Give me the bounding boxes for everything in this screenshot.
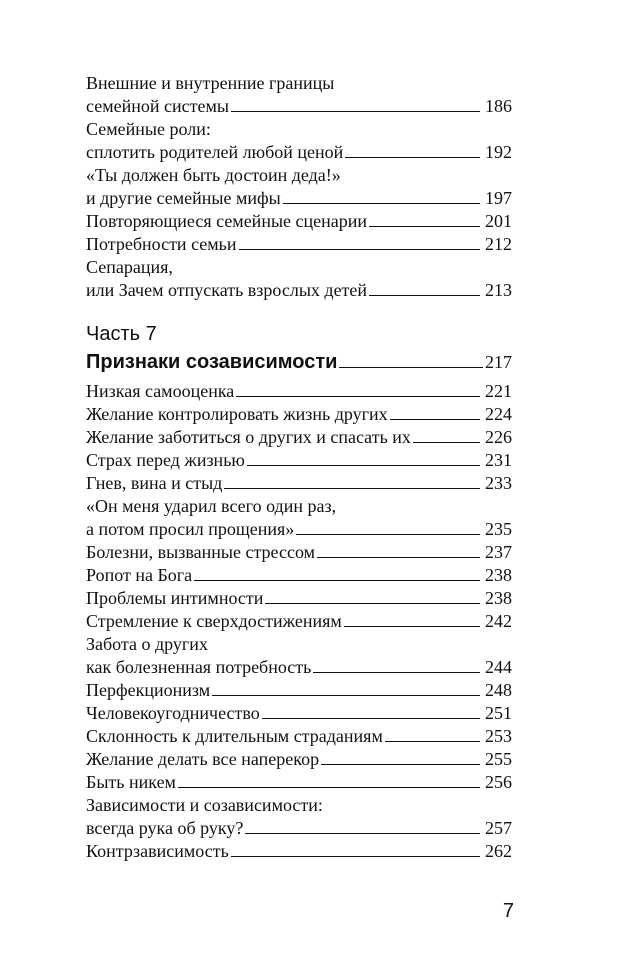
toc-entry-text: Забота о других	[86, 634, 208, 654]
toc-entry-line	[86, 587, 512, 610]
toc-entry-line	[86, 794, 512, 817]
leader-line	[247, 449, 480, 466]
toc-entry-page: 244	[485, 657, 512, 677]
leader-line	[413, 426, 480, 443]
toc-entry-text: Зависимости и созависимости:	[86, 795, 323, 815]
leader-line	[390, 403, 480, 420]
toc-entry-page: 192	[485, 142, 512, 162]
toc-entry[interactable]	[86, 794, 512, 840]
toc-entry[interactable]	[86, 748, 512, 771]
toc-entry-line	[86, 380, 512, 403]
toc-entry-page: 186	[485, 96, 512, 116]
toc-entry-page: 251	[485, 703, 512, 723]
leader-line	[317, 541, 480, 558]
toc-entry-page: 238	[485, 565, 512, 585]
leader-line	[265, 587, 480, 604]
toc-entry-line	[86, 679, 512, 702]
toc-entry-page: 253	[485, 726, 512, 746]
toc-entry-text: Ропот на Бога	[86, 565, 193, 585]
leader-line	[283, 187, 480, 204]
leader-line	[321, 748, 480, 765]
toc-entry-text: «Он меня ударил всего один раз,	[86, 496, 337, 516]
toc-entry-line	[86, 449, 512, 472]
leader-line	[239, 233, 481, 250]
part-title-row[interactable]	[86, 348, 512, 376]
toc-entry-line	[86, 164, 512, 187]
toc-entry-page: 257	[485, 818, 512, 838]
toc-entry-line	[86, 95, 512, 118]
toc-entry-page: 221	[485, 381, 512, 401]
toc-entry-line	[86, 817, 512, 840]
toc-entry-line	[86, 279, 512, 302]
toc-entry-text: а потом просил прощения»	[86, 519, 295, 539]
toc-entry-page: 242	[485, 611, 512, 631]
toc-entry-text: или Зачем отпускать взрослых детей	[86, 280, 368, 300]
toc-entry[interactable]	[86, 472, 512, 495]
toc-entry-text: и другие семейные мифы	[86, 188, 281, 208]
leader-line	[262, 702, 480, 719]
toc-entry-text: Стремление к сверхдостижениям	[86, 611, 342, 631]
page-number: 7	[502, 900, 514, 922]
toc-entry-page: 256	[485, 772, 512, 792]
toc-entry-line	[86, 564, 512, 587]
toc-entry-line	[86, 233, 512, 256]
toc-entry-line	[86, 610, 512, 633]
toc-entry[interactable]	[86, 771, 512, 794]
leader-line	[178, 771, 480, 788]
toc-entry[interactable]	[86, 679, 512, 702]
toc-entry-page: 237	[485, 542, 512, 562]
toc-entry-text: Гнев, вина и стыд	[86, 473, 223, 493]
leader-line	[339, 349, 483, 368]
toc-entry-line	[86, 702, 512, 725]
toc-entry-text: как болезненная потребность	[86, 657, 312, 677]
table-of-contents	[86, 72, 512, 863]
toc-entry[interactable]	[86, 118, 512, 164]
leader-line	[236, 380, 480, 397]
toc-entry[interactable]	[86, 210, 512, 233]
part-title: Признаки созависимости	[86, 351, 338, 373]
toc-entry-page: 197	[485, 188, 512, 208]
toc-entry[interactable]	[86, 541, 512, 564]
leader-line	[231, 95, 480, 112]
toc-entry-line	[86, 633, 512, 656]
toc-entry[interactable]	[86, 495, 512, 541]
toc-entry-line	[86, 495, 512, 518]
toc-entry-page: 233	[485, 473, 512, 493]
toc-entry-text: Желание заботиться о других и спасать их	[86, 427, 411, 447]
toc-entry-line	[86, 656, 512, 679]
toc-entry[interactable]	[86, 426, 512, 449]
toc-entry-page: 213	[485, 280, 512, 300]
toc-entry[interactable]	[86, 449, 512, 472]
toc-entry-text: семейной системы	[86, 96, 229, 116]
toc-entry-page: 231	[485, 450, 512, 470]
toc-entry-text: Болезни, вызванные стрессом	[86, 542, 316, 562]
leader-line	[313, 656, 480, 673]
toc-entry-page: 255	[485, 749, 512, 769]
toc-entry[interactable]	[86, 702, 512, 725]
leader-line	[344, 610, 480, 627]
toc-entry-text: Желание контролировать жизнь других	[86, 404, 388, 424]
toc-entry-line	[86, 748, 512, 771]
leader-line	[296, 518, 480, 535]
toc-entry-line	[86, 72, 512, 95]
toc-entry-line	[86, 256, 512, 279]
toc-entry[interactable]	[86, 610, 512, 633]
toc-entry-text: Повторяющиеся семейные сценарии	[86, 211, 368, 231]
part-page: 217	[485, 352, 512, 372]
toc-entry-line	[86, 771, 512, 794]
toc-entry-page: 248	[485, 680, 512, 700]
toc-entry-page: 262	[485, 841, 512, 861]
toc-entry[interactable]	[86, 72, 512, 118]
toc-entry-text: «Ты должен быть достоин деда!»	[86, 165, 341, 185]
toc-entry-text: Контрзависимость	[86, 841, 229, 861]
toc-entry-text: Проблемы интимности	[86, 588, 264, 608]
leader-line	[212, 679, 480, 696]
toc-section-before	[86, 72, 512, 302]
toc-entry-page: 224	[485, 404, 512, 424]
toc-entry[interactable]	[86, 587, 512, 610]
leader-line	[385, 725, 480, 742]
toc-entry-page: 235	[485, 519, 512, 539]
toc-entry-page: 226	[485, 427, 512, 447]
toc-entry-line	[86, 472, 512, 495]
toc-entry-line	[86, 426, 512, 449]
leader-line	[369, 210, 480, 227]
toc-entry-page: 201	[485, 211, 512, 231]
toc-entry-line	[86, 187, 512, 210]
leader-line	[245, 817, 480, 834]
toc-entry-text: всегда рука об руку?	[86, 818, 244, 838]
leader-line	[194, 564, 480, 581]
toc-entry-page: 238	[485, 588, 512, 608]
toc-entry[interactable]	[86, 564, 512, 587]
leader-line	[231, 840, 480, 857]
toc-entry-line	[86, 518, 512, 541]
toc-entry-text: Человекоугодничество	[86, 703, 260, 723]
leader-line	[345, 141, 480, 158]
toc-entry-line	[86, 118, 512, 141]
toc-entry[interactable]	[86, 840, 512, 863]
toc-entry-text: Сепарация,	[86, 257, 173, 277]
toc-entry-text: сплотить родителей любой ценой	[86, 142, 344, 162]
toc-entry-text: Желание делать все наперекор	[86, 749, 320, 769]
toc-entry[interactable]	[86, 256, 512, 302]
leader-line	[224, 472, 480, 489]
toc-entry-line	[86, 840, 512, 863]
toc-entry-text: Потребности семьи	[86, 234, 237, 254]
toc-entry-line	[86, 725, 512, 748]
toc-section-after	[86, 380, 512, 863]
toc-entry-text: Склонность к длительным страданиям	[86, 726, 383, 746]
toc-entry-text: Низкая самооценка	[86, 381, 235, 401]
toc-entry-text: Семейные роли:	[86, 119, 211, 139]
toc-entry-text: Страх перед жизнью	[86, 450, 245, 470]
toc-entry-text: Внешние и внутренние границы	[86, 73, 335, 93]
toc-entry-text: Перфекционизм	[86, 680, 211, 700]
toc-entry-line	[86, 210, 512, 233]
toc-entry[interactable]	[86, 164, 512, 210]
toc-entry[interactable]	[86, 403, 512, 426]
toc-entry[interactable]	[86, 233, 512, 256]
toc-entry-line	[86, 141, 512, 164]
leader-line	[369, 279, 480, 296]
toc-entry[interactable]	[86, 633, 512, 679]
toc-entry-text: Быть никем	[86, 772, 176, 792]
toc-entry-line	[86, 541, 512, 564]
toc-entry-line	[86, 403, 512, 426]
toc-entry-page: 212	[485, 234, 512, 254]
toc-entry[interactable]	[86, 725, 512, 748]
toc-entry[interactable]	[86, 380, 512, 403]
part-label: Часть 7	[86, 323, 157, 345]
